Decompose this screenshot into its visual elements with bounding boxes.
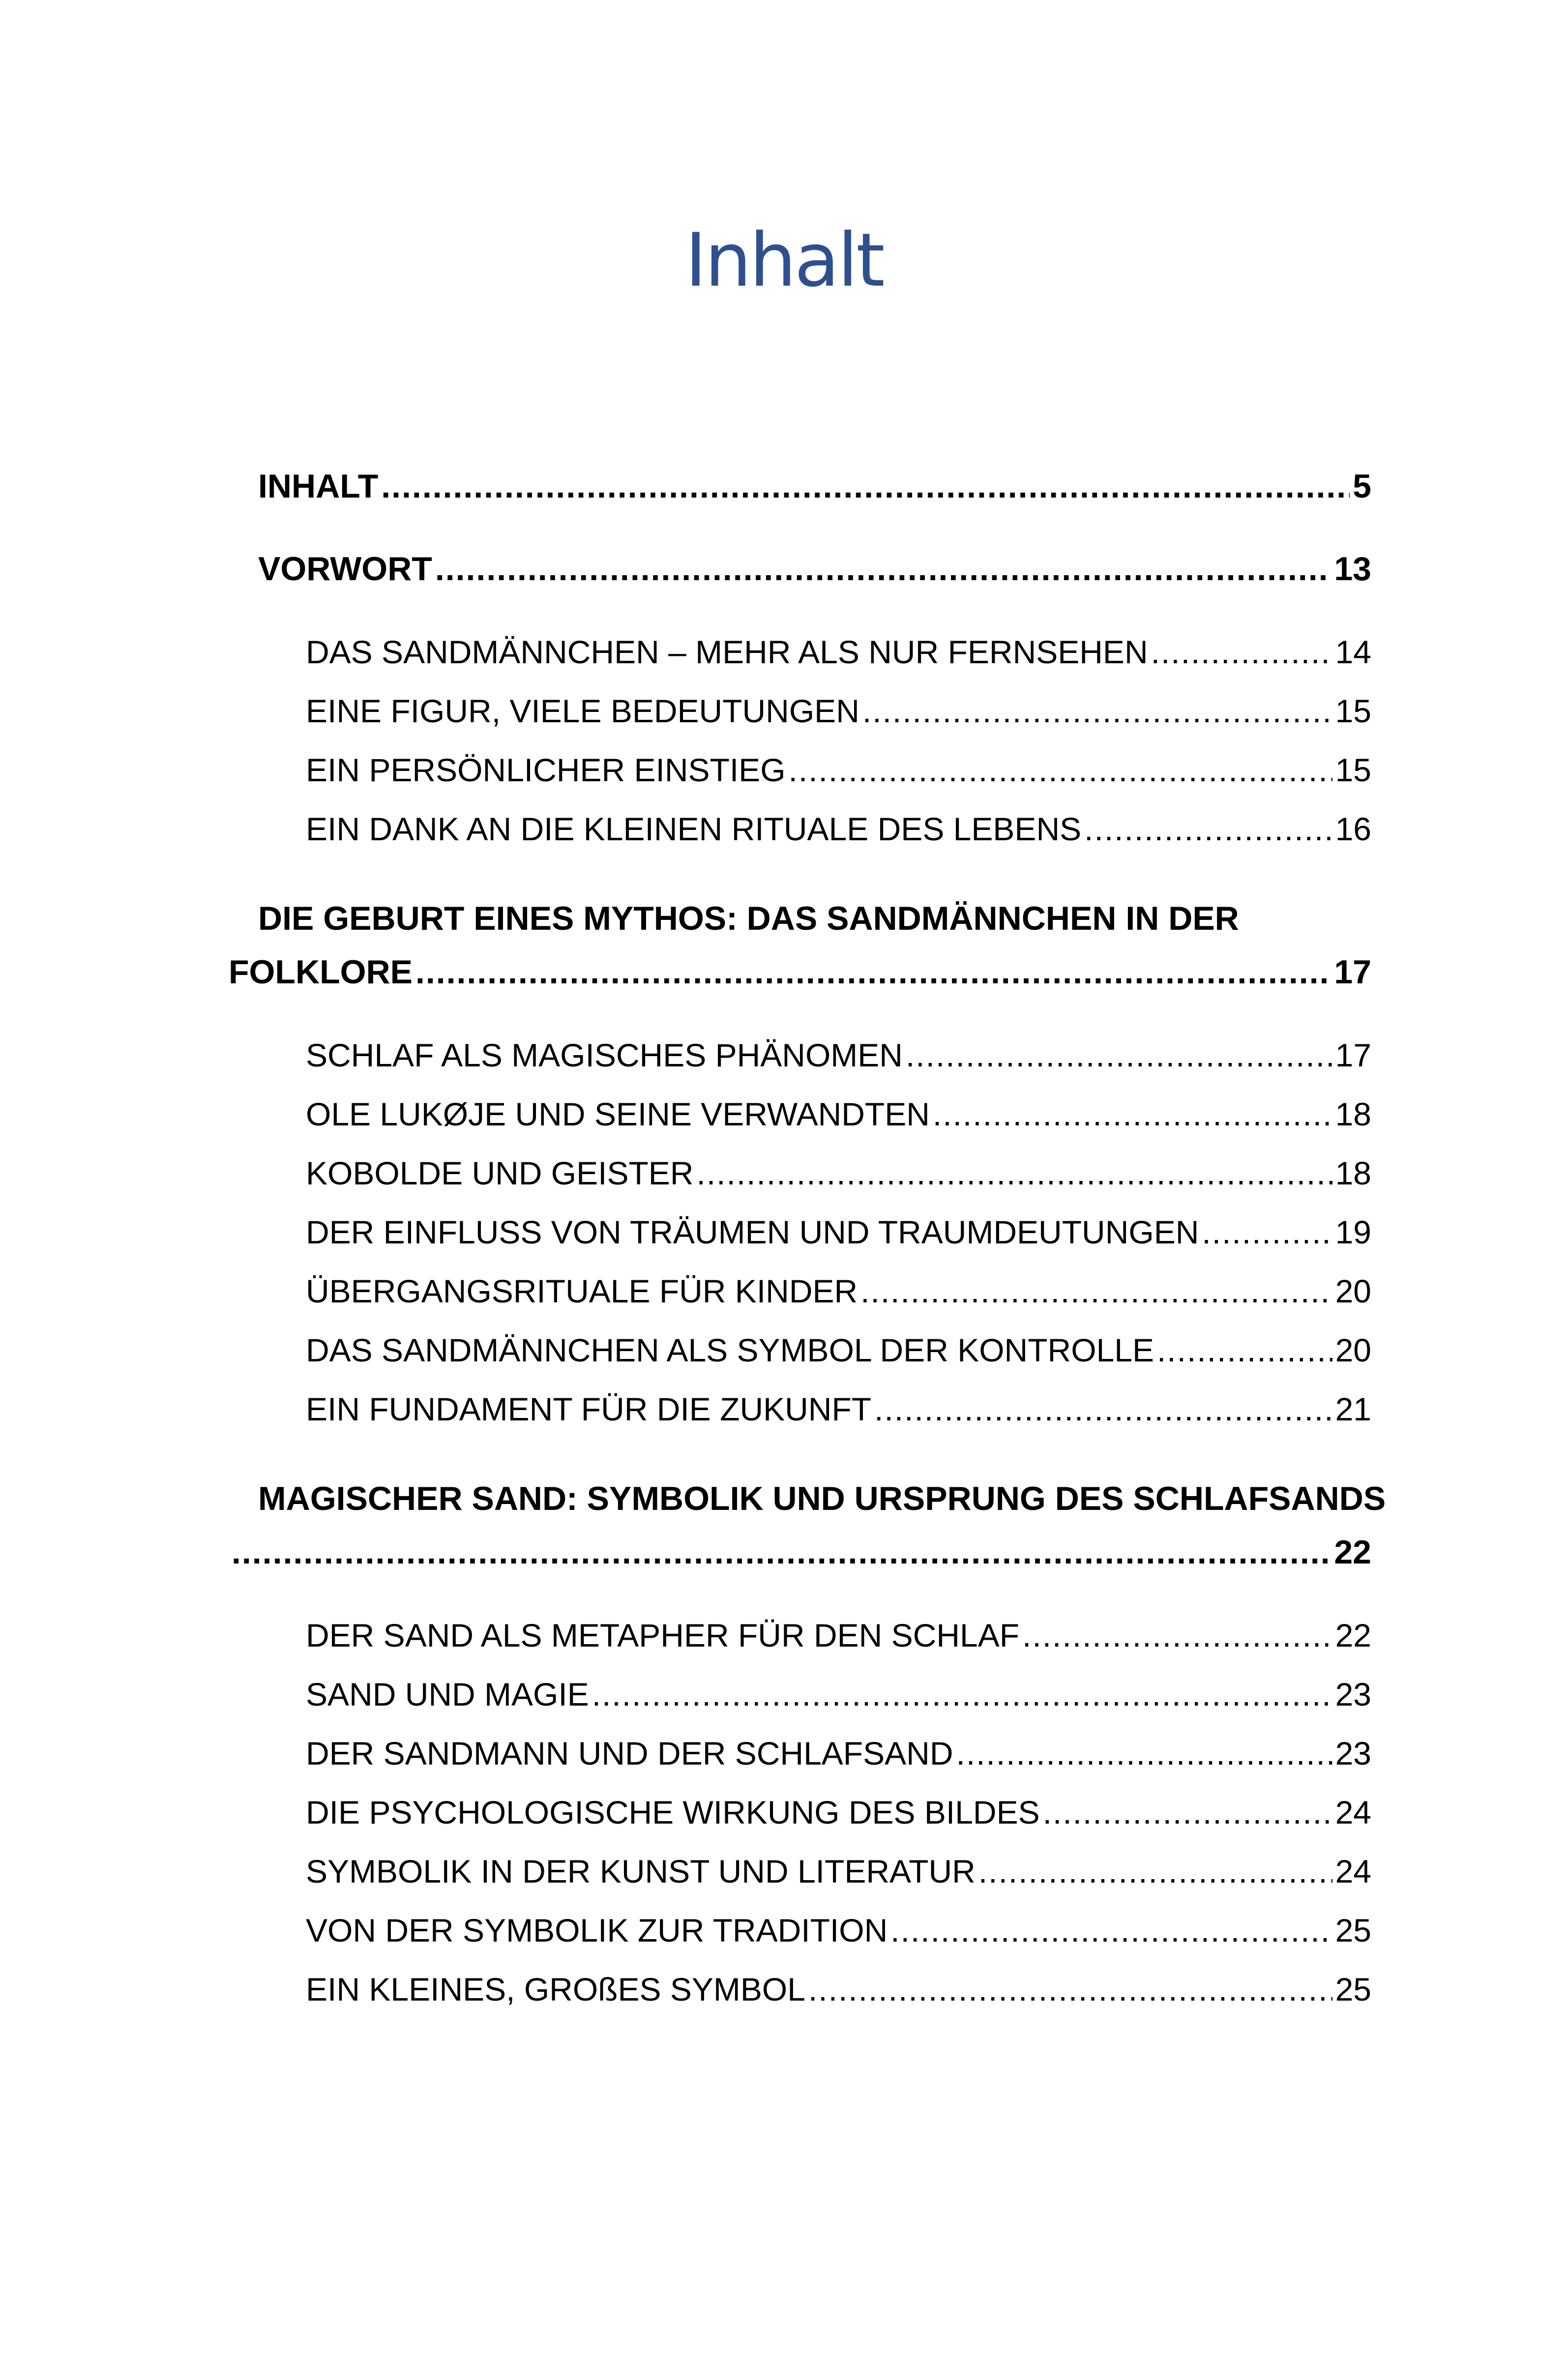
toc-page-number: 20 bbox=[1335, 1273, 1371, 1309]
toc-page-number: 15 bbox=[1335, 752, 1371, 788]
toc-chapter-title-line[interactable]: DIE GEBURT EINES MYTHOS: DAS SANDMÄNNCHEN IN DER bbox=[258, 900, 1239, 937]
toc-entry-title: EIN KLEINES, GROßES SYMBOL bbox=[306, 1971, 805, 2007]
toc-entry-title: SCHLAF ALS MAGISCHES PHÄNOMEN bbox=[306, 1037, 903, 1073]
toc-page-number: 21 bbox=[1335, 1391, 1371, 1427]
toc-page-number: 22 bbox=[1334, 1534, 1371, 1571]
toc-section[interactable] bbox=[306, 1154, 1371, 1204]
toc-section[interactable] bbox=[306, 751, 1371, 800]
toc-section[interactable] bbox=[306, 1390, 1371, 1440]
toc-entry-title: EIN DANK AN DIE KLEINEN RITUALE DES LEBENS bbox=[306, 811, 1082, 847]
toc-leader bbox=[956, 1735, 1332, 1772]
toc-section[interactable] bbox=[306, 1676, 1371, 1725]
toc-leader bbox=[1043, 1794, 1332, 1831]
toc-page-number: 18 bbox=[1335, 1155, 1371, 1191]
toc-chapter[interactable] bbox=[229, 1533, 1371, 1582]
toc-chapter[interactable] bbox=[229, 953, 1371, 1002]
toc-section[interactable] bbox=[306, 692, 1371, 741]
toc-page-number: 25 bbox=[1335, 1971, 1371, 2007]
toc-section[interactable] bbox=[306, 1794, 1371, 1843]
page-title: Inhalt bbox=[685, 218, 883, 303]
toc-entry-title: DER SANDMANN UND DER SCHLAFSAND bbox=[306, 1735, 953, 1771]
toc-entry-title: SAND UND MAGIE bbox=[306, 1676, 589, 1712]
toc-section[interactable] bbox=[306, 1036, 1371, 1086]
toc-leader bbox=[906, 1036, 1332, 1074]
toc-leader bbox=[435, 550, 1331, 588]
toc-section[interactable] bbox=[306, 633, 1371, 682]
toc-chapter-title-line[interactable]: MAGISCHER SAND: SYMBOLIK UND URSPRUNG DES SCHLAFSANDS bbox=[258, 1480, 1386, 1517]
toc-page-number: 13 bbox=[1334, 550, 1371, 588]
toc-section[interactable] bbox=[306, 1272, 1371, 1322]
toc-page-number: 22 bbox=[1335, 1617, 1371, 1653]
toc-leader bbox=[1084, 810, 1332, 848]
toc-leader bbox=[890, 1912, 1332, 1949]
toc-leader bbox=[592, 1676, 1332, 1713]
toc-section[interactable] bbox=[306, 810, 1371, 859]
toc-section[interactable] bbox=[306, 1912, 1371, 1961]
toc-entry-title: VORWORT bbox=[258, 550, 432, 588]
toc-entry-title: EIN PERSÖNLICHER EINSTIEG bbox=[306, 752, 786, 788]
toc-leader bbox=[697, 1154, 1332, 1192]
toc-leader bbox=[808, 1971, 1332, 2008]
toc-page-number: 17 bbox=[1334, 953, 1371, 991]
toc-leader bbox=[232, 1533, 1331, 1571]
toc-leader bbox=[1157, 1331, 1332, 1369]
toc-chapter[interactable] bbox=[258, 467, 1371, 516]
toc-entry-title: DIE PSYCHOLOGISCHE WIRKUNG DES BILDES bbox=[306, 1794, 1040, 1830]
toc-leader bbox=[1022, 1617, 1332, 1654]
toc-entry-title: SYMBOLIK IN DER KUNST UND LITERATUR bbox=[306, 1853, 976, 1889]
toc-entry-title: INHALT bbox=[258, 468, 379, 505]
toc-page-number: 25 bbox=[1335, 1912, 1371, 1948]
toc-entry-title: ÜBERGANGSRITUALE FÜR KINDER bbox=[306, 1273, 858, 1309]
toc-page-number: 19 bbox=[1335, 1214, 1371, 1250]
toc-leader bbox=[874, 1390, 1332, 1428]
toc-page-number: 18 bbox=[1335, 1096, 1371, 1132]
toc-page-number: 23 bbox=[1335, 1676, 1371, 1712]
toc-leader bbox=[978, 1853, 1332, 1890]
toc-section[interactable] bbox=[306, 1971, 1371, 2020]
toc-section[interactable] bbox=[306, 1331, 1371, 1381]
toc-entry-title: FOLKLORE bbox=[229, 953, 413, 991]
toc-page-number: 14 bbox=[1335, 634, 1371, 670]
toc-page-number: 23 bbox=[1335, 1735, 1371, 1771]
toc-page-number: 16 bbox=[1335, 811, 1371, 847]
toc-entry-title: VON DER SYMBOLIK ZUR TRADITION bbox=[306, 1912, 888, 1948]
toc-page-number: 5 bbox=[1353, 468, 1371, 505]
toc-section[interactable] bbox=[306, 1617, 1371, 1666]
toc-section[interactable] bbox=[306, 1735, 1371, 1784]
toc-leader bbox=[1151, 633, 1332, 671]
toc-leader bbox=[415, 953, 1331, 991]
toc-leader bbox=[860, 1272, 1332, 1310]
toc-leader bbox=[933, 1095, 1332, 1133]
toc-page-number: 20 bbox=[1335, 1332, 1371, 1368]
toc-leader bbox=[1202, 1213, 1332, 1251]
toc-page-number: 24 bbox=[1335, 1794, 1371, 1830]
toc-entry-title: DAS SANDMÄNNCHEN – MEHR ALS NUR FERNSEHEN bbox=[306, 634, 1148, 670]
toc-leader bbox=[789, 751, 1332, 789]
toc-leader bbox=[381, 467, 1350, 505]
toc-entry-title: DER SAND ALS METAPHER FÜR DEN SCHLAF bbox=[306, 1617, 1020, 1653]
toc-section[interactable] bbox=[306, 1095, 1371, 1145]
toc-page-number: 24 bbox=[1335, 1853, 1371, 1889]
toc-entry-title: EINE FIGUR, VIELE BEDEUTUNGEN bbox=[306, 693, 859, 729]
toc-page-number: 17 bbox=[1335, 1037, 1371, 1073]
toc-entry-title: DER EINFLUSS VON TRÄUMEN UND TRAUMDEUTUNGEN bbox=[306, 1214, 1199, 1250]
toc-entry-title: OLE LUKØJE UND SEINE VERWANDTEN bbox=[306, 1096, 930, 1132]
toc-entry-title: DAS SANDMÄNNCHEN ALS SYMBOL DER KONTROLLE bbox=[306, 1332, 1154, 1368]
toc-leader bbox=[862, 692, 1332, 730]
toc-section[interactable] bbox=[306, 1853, 1371, 1902]
toc-page-number: 15 bbox=[1335, 693, 1371, 729]
toc-entry-title: EIN FUNDAMENT FÜR DIE ZUKUNFT bbox=[306, 1391, 872, 1427]
toc-chapter[interactable] bbox=[258, 550, 1371, 599]
toc-section[interactable] bbox=[306, 1213, 1371, 1263]
toc-entry-title: KOBOLDE UND GEISTER bbox=[306, 1155, 694, 1191]
